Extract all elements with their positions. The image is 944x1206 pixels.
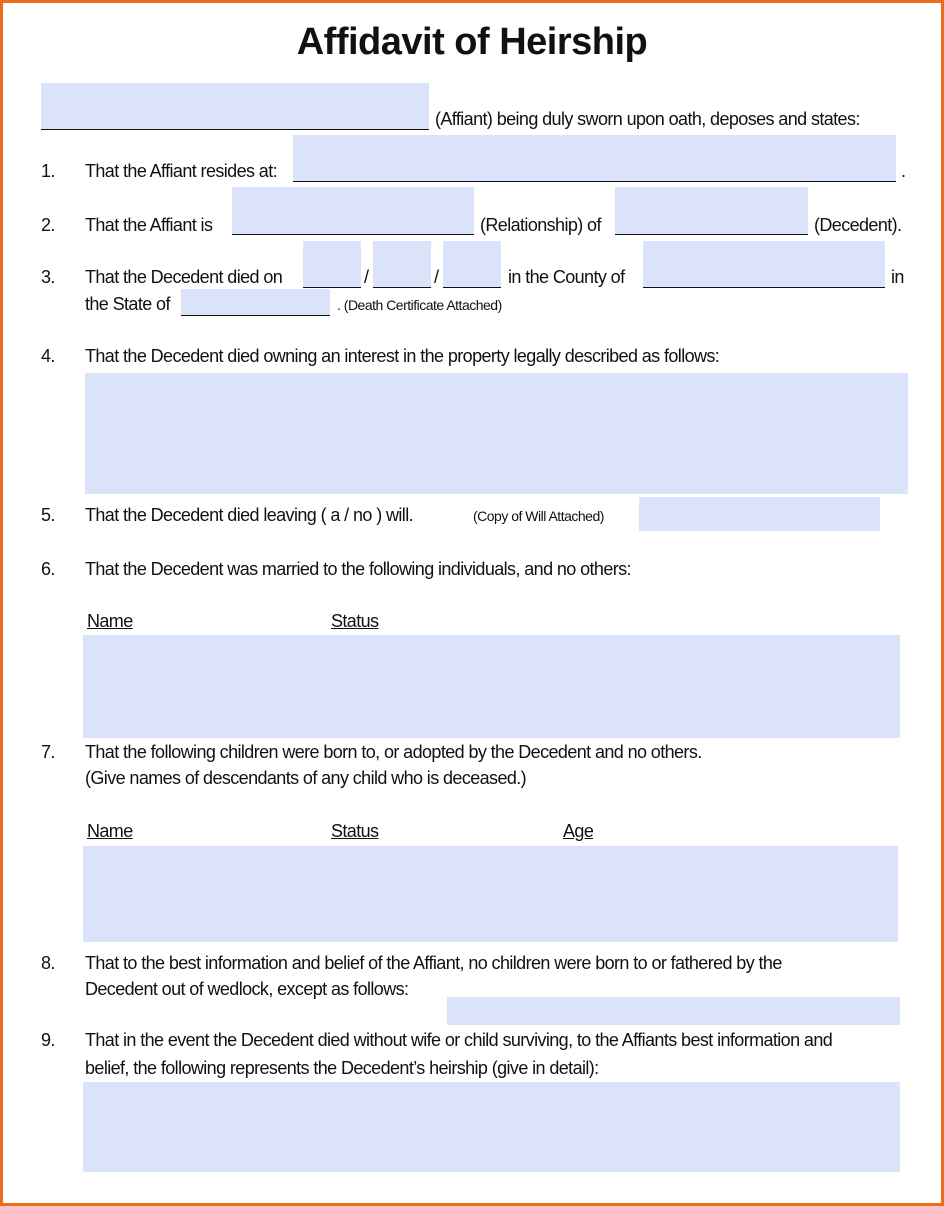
item-9-number: 9.: [41, 1030, 55, 1050]
item-3-state-label: the State of: [85, 294, 170, 314]
item-7-text: That the following children were born to, or adopted by the Decedent and no others.: [85, 742, 702, 762]
relationship-field[interactable]: [232, 187, 474, 234]
county-underline: [643, 287, 885, 288]
item-4-number: 4.: [41, 346, 55, 366]
page-title: Affidavit of Heirship: [296, 21, 648, 63]
out-of-wedlock-field[interactable]: [447, 997, 900, 1025]
children-status-header: Status: [331, 821, 379, 841]
item-3-text: That the Decedent died on: [85, 267, 283, 287]
item-4-text: That the Decedent died owning an interest in the property legally described as follows:: [85, 346, 720, 366]
affiant-label: (Affiant) being duly sworn upon oath, deposes and states:: [435, 109, 860, 129]
children-age-header: Age: [563, 821, 594, 841]
decedent-name-field[interactable]: [615, 187, 808, 234]
death-certificate-note: . (Death Certificate Attached): [337, 297, 502, 313]
date-slash-2: /: [434, 267, 439, 287]
residence-field[interactable]: [293, 135, 896, 181]
spouses-status-header: Status: [331, 611, 379, 631]
item-2-number: 2.: [41, 215, 55, 235]
will-copy-field[interactable]: [639, 497, 880, 531]
affiant-name-field[interactable]: [41, 83, 429, 129]
item-9-text: That in the event the Decedent died without wife or child surviving, to the Affiants best information and: [85, 1030, 833, 1050]
date-slash-1: /: [364, 267, 369, 287]
copy-of-will-note: (Copy of Will Attached): [473, 508, 604, 524]
item-3-county-label: in the County of: [508, 267, 625, 287]
death-month-field[interactable]: [303, 241, 361, 287]
county-field[interactable]: [643, 241, 885, 287]
item-1-text: That the Affiant resides at:: [85, 161, 277, 181]
item-7-subtext: (Give names of descendants of any child who is deceased.): [85, 768, 527, 788]
relationship-underline: [232, 234, 474, 235]
death-year-field[interactable]: [443, 241, 501, 287]
item-2-decedent-label: (Decedent).: [814, 215, 902, 235]
item-3-number: 3.: [41, 267, 55, 287]
item-8-text: That to the best information and belief of the Affiant, no children were born to or fathered by the: [85, 953, 782, 973]
item-6-text: That the Decedent was married to the following individuals, and no others:: [85, 559, 631, 579]
state-field[interactable]: [181, 289, 330, 315]
residence-underline: [293, 181, 896, 182]
item-9-subtext: belief, the following represents the Decedent’s heirship (give in detail):: [85, 1058, 599, 1078]
item-3-in-label: in: [891, 267, 904, 287]
item-1-period: .: [901, 161, 906, 181]
affiant-name-underline: [41, 129, 429, 130]
heirship-detail-field[interactable]: [83, 1082, 900, 1172]
decedent-name-underline: [615, 234, 808, 235]
item-5-number: 5.: [41, 505, 55, 525]
property-description-field[interactable]: [85, 373, 908, 494]
state-underline: [181, 315, 330, 316]
item-8-number: 8.: [41, 953, 55, 973]
item-5-text: That the Decedent died leaving ( a / no ) will.: [85, 505, 413, 525]
spouses-list-field[interactable]: [83, 635, 900, 738]
spouses-name-header: Name: [87, 611, 133, 631]
children-list-field[interactable]: [83, 846, 898, 942]
death-day-field[interactable]: [373, 241, 431, 287]
item-7-number: 7.: [41, 742, 55, 762]
death-day-underline: [373, 287, 431, 288]
item-1-number: 1.: [41, 161, 55, 181]
item-2-text: That the Affiant is: [85, 215, 213, 235]
item-2-relationship-label: (Relationship) of: [480, 215, 601, 235]
death-year-underline: [443, 287, 501, 288]
item-6-number: 6.: [41, 559, 55, 579]
item-8-subtext: Decedent out of wedlock, except as follows:: [85, 979, 409, 999]
children-name-header: Name: [87, 821, 133, 841]
death-month-underline: [303, 287, 361, 288]
